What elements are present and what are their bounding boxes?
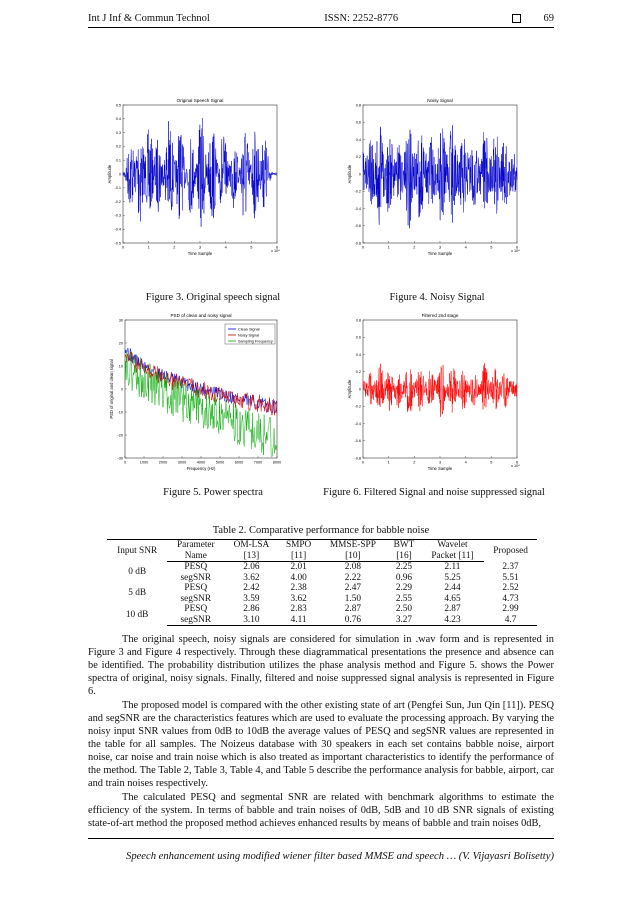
y-tick-label: 0.8: [355, 318, 361, 323]
table-row: [107, 615, 537, 626]
y-tick-label: -0.8: [354, 456, 361, 461]
x-tick-label: 5: [490, 460, 493, 465]
y-tick-label: 0.6: [355, 120, 361, 125]
snr-cell: 5 dB: [128, 588, 147, 599]
x-tick-label: 3000: [177, 460, 187, 465]
checkbox-glyph-icon: [512, 14, 521, 23]
table-cell: 3.59: [243, 593, 260, 604]
x-tick-label: 6: [275, 245, 279, 250]
table-cell: segSNR: [180, 572, 212, 583]
y-tick-label: -30: [117, 456, 123, 461]
x-axis-label: Time Sample: [427, 251, 453, 256]
running-header: [88, 10, 554, 26]
figure-5-power-spectra-plot: [107, 308, 283, 480]
x-tick-label: 0: [361, 460, 365, 465]
table-row: [107, 562, 537, 573]
x-tick-label: 2000: [158, 460, 168, 465]
table-cell: 2.55: [395, 593, 413, 604]
x-tick-label: 5: [490, 245, 493, 250]
y-tick-label: -0.3: [114, 213, 121, 218]
y-tick-label: 0.4: [115, 117, 121, 122]
x-axis-exponent: x 10⁴: [511, 249, 520, 253]
y-axis-label: Amplitude: [347, 379, 352, 399]
col-header-bwt: BWT: [387, 540, 421, 551]
y-tick-label: 0.2: [355, 370, 361, 375]
table-cell: 3.62: [243, 572, 260, 583]
x-tick-label: 1: [147, 245, 150, 250]
y-tick-label: 0.3: [115, 130, 121, 135]
table-cell: 2.47: [344, 583, 362, 593]
col-header-mmse-spp: MMSE-SPP: [319, 540, 387, 551]
y-tick-label: 0: [358, 387, 361, 392]
y-tick-label: 0: [120, 387, 123, 392]
figure-6-filtered-signal-plot: [347, 308, 523, 480]
y-tick-label: -0.8: [354, 241, 361, 246]
x-axis-label: Frequency (Hz): [186, 466, 216, 471]
x-tick-label: 1000: [139, 460, 149, 465]
x-tick-label: 0: [121, 245, 125, 250]
x-tick-label: 3: [438, 245, 442, 250]
page-number: 69: [543, 12, 554, 24]
col-header-omlsa-ref: [13]: [224, 551, 278, 562]
y-tick-label: 0.2: [355, 155, 361, 160]
y-axis-label: Amplitude: [107, 164, 112, 184]
x-tick-label: 1: [387, 460, 390, 465]
y-tick-label: -0.4: [114, 227, 121, 232]
x-tick-label: 6000: [234, 460, 244, 465]
body-text: [88, 633, 554, 831]
table-cell: segSNR: [180, 593, 212, 604]
x-tick-label: 8000: [272, 460, 282, 465]
x-tick-label: 7000: [253, 460, 263, 465]
x-tick-label: 4000: [196, 460, 206, 465]
y-tick-label: -0.2: [114, 199, 121, 204]
figure-4-caption: Figure 4. Noisy Signal: [389, 292, 485, 303]
table-cell: 3.27: [387, 615, 421, 626]
x-axis-exponent: x 10⁴: [511, 464, 520, 468]
table-cell: 3.10: [224, 615, 278, 626]
y-tick-label: 10: [118, 364, 123, 369]
y-tick-label: 0.4: [355, 352, 361, 357]
x-tick-label: 0: [123, 460, 127, 465]
legend-entry: Clean Signal: [238, 327, 260, 332]
snr-cell: 0 dB: [128, 567, 147, 577]
y-tick-label: -0.2: [354, 189, 361, 194]
x-tick-label: 2: [413, 460, 416, 465]
x-tick-label: 2: [413, 245, 416, 250]
table-cell: 4.7: [484, 615, 537, 626]
x-axis-label: Time Sample: [187, 251, 213, 256]
y-tick-label: -0.6: [354, 224, 361, 229]
col-header-wavelet-ref: Packet [11]: [421, 551, 484, 562]
x-tick-label: 5000: [215, 460, 225, 465]
y-tick-label: 0.5: [115, 103, 121, 108]
table-cell: 5.51: [502, 572, 519, 583]
x-tick-label: 2: [173, 245, 176, 250]
fig3-svg: [107, 93, 283, 265]
figure-4-noisy-signal-plot: [347, 93, 523, 265]
table-cell: 4.11: [279, 615, 319, 626]
table-cell: 4.23: [421, 615, 484, 626]
y-tick-label: -0.4: [354, 206, 361, 211]
table-row: [107, 604, 537, 615]
table-cell: 2.44: [444, 583, 461, 593]
x-tick-label: 3: [438, 460, 442, 465]
table-cell: 2.08: [344, 562, 362, 572]
figure-5-caption: Figure 5. Power spectra: [163, 487, 263, 498]
table-cell: 2.87: [444, 604, 461, 614]
legend-entry: Sampling Frequency: [238, 339, 273, 344]
table-cell: segSNR: [167, 615, 224, 626]
col-header-mmse-spp-ref: [10]: [319, 551, 387, 562]
legend-entry: Noisy Signal: [238, 333, 260, 338]
x-tick-label: 4: [464, 245, 467, 250]
table-cell: 4.73: [502, 593, 519, 604]
paragraph: The proposed model is compared with the other existing state of art (Pengfei Sun, Jun Qin [11]). PESQ and segSNR are the characteristics features which are used to evaluate the processing approach. By varying the noisy input SNR values from 0dB to 10dB the average values of PESQ and segSNR values are represented in the table for all samples. The Noizeus database with 30 speakers in each set contains babble noise, airport noise, car noise and train noise which is also treated as important characteristics to identify the performance of the method. The Table 2, Table 3, Table 4, and Table 5 describe the performance analysis for babble, airport, car and train noises respectively.: [88, 700, 554, 789]
y-axis-label: Amplitude: [347, 164, 352, 184]
table-cell: 2.52: [502, 583, 519, 593]
figure-6-caption: Figure 6. Filtered Signal and noise suppressed signal: [323, 487, 545, 498]
col-header-wavelet: Wavelet: [421, 540, 484, 551]
x-tick-label: 6: [515, 245, 519, 250]
table-row: [107, 583, 537, 594]
col-header-smpo: SMPO: [279, 540, 319, 551]
y-tick-label: -0.2: [354, 404, 361, 409]
x-axis-label: Time Sample: [427, 466, 453, 471]
y-tick-label: 0.1: [115, 158, 121, 163]
running-footer: Speech enhancement using modified wiener filter based MMSE and speech … (V. Vijayasri Bolisetty): [126, 851, 554, 862]
header-rule: [88, 27, 554, 28]
y-tick-label: 0.6: [355, 335, 361, 340]
table-cell: 4.65: [444, 593, 461, 604]
figure-3-original-speech-plot: [107, 93, 283, 265]
fig4-svg: [347, 93, 523, 265]
x-tick-label: 3: [198, 245, 202, 250]
table-cell: PESQ: [184, 583, 208, 593]
col-header-parameter: Parameter: [167, 540, 224, 551]
y-tick-label: -10: [117, 410, 123, 415]
y-tick-label: 0: [358, 172, 361, 177]
paragraph: The original speech, noisy signals are considered for simulation in .wav form and is represented in Figure 3 and Figure 4 respectively. Through these diagrammatical presentations the presence and absence can be identified. The probability distribution utilizes the phase analysis method and Figure 5. shows the Power spectra of original, noisy signals. Finally, filtered and noise suppressed signal analysis is represented in Figure 6.: [88, 634, 554, 697]
table-cell: 2.11: [444, 562, 461, 572]
y-tick-label: -0.1: [114, 186, 121, 191]
table-cell: 2.01: [290, 562, 307, 572]
y-tick-label: 0.8: [355, 103, 361, 108]
y-tick-label: 20: [118, 341, 123, 346]
table-cell: 2.42: [243, 583, 260, 593]
table-cell: 1.50: [344, 593, 362, 604]
col-header-parameter-line2: Name: [167, 551, 224, 562]
plot-title: PSD of clean and noisy signal: [170, 313, 232, 318]
fig6-svg: [347, 308, 523, 480]
table-cell: 2.83: [290, 604, 307, 614]
y-tick-label: -20: [117, 433, 123, 438]
x-tick-label: 1: [387, 245, 390, 250]
journal-name: Int J Inf & Commun Technol: [88, 12, 210, 24]
issn: ISSN: 2252-8776: [324, 12, 399, 24]
y-tick-label: -0.6: [354, 439, 361, 444]
x-tick-label: 4: [224, 245, 227, 250]
y-tick-label: 30: [118, 318, 123, 323]
fig5-svg: [107, 308, 283, 480]
table-cell: 2.87: [344, 604, 362, 614]
y-tick-label: 0: [118, 172, 121, 177]
paragraph: The calculated PESQ and segmental SNR are related with benchmark algorithms to estimate the efficiency of the system. In terms of babble and train noises of 0dB, 5dB and 10 dB SNR signals of existing state-of-art method the proposed method achieves enhanced results by means of babble and train noises 0dB,: [88, 792, 554, 829]
col-header-smpo-ref: [11]: [279, 551, 319, 562]
y-tick-label: -0.4: [354, 421, 361, 426]
table-cell: 4.00: [290, 572, 307, 583]
table-cell: 2.06: [243, 562, 260, 572]
x-tick-label: 4: [464, 460, 467, 465]
col-header-proposed: Proposed: [484, 540, 537, 562]
table-cell: PESQ: [184, 604, 208, 614]
table-cell: 2.50: [395, 604, 413, 614]
table-cell: 3.62: [290, 593, 307, 604]
x-tick-label: 5: [250, 245, 253, 250]
y-tick-label: 0.4: [355, 137, 361, 142]
table-cell: PESQ: [184, 562, 208, 572]
table-cell: 5.25: [444, 572, 461, 583]
col-header-input-snr: Input SNR: [107, 540, 167, 562]
x-tick-label: 0: [361, 245, 365, 250]
x-axis-exponent: x 10⁴: [271, 249, 280, 253]
table-cell: 2.37: [502, 561, 519, 572]
col-header-omlsa: OM-LSA: [224, 540, 278, 551]
y-tick-label: -0.5: [114, 241, 121, 246]
plot-title: Filtered 2nd stage: [421, 313, 459, 318]
table-2-comparative-performance: [107, 539, 537, 626]
snr-cell: 10 dB: [125, 609, 149, 620]
x-tick-label: 6: [515, 460, 519, 465]
plot-title: Noisy Signal: [427, 98, 453, 103]
figure-3-caption: Figure 3. Original speech signal: [145, 292, 281, 303]
table-cell: 0.96: [395, 572, 413, 583]
table-row: [107, 594, 537, 605]
y-axis-label: PSD of original and clean signal: [109, 359, 114, 419]
plot-title: Original Speech Signal: [176, 98, 224, 103]
table-row: [107, 573, 537, 584]
table-cell: 2.22: [344, 572, 362, 583]
table-cell: 2.25: [395, 562, 413, 572]
table-cell: 2.38: [290, 583, 307, 593]
table-cell: 2.99: [502, 604, 519, 614]
table-cell: 2.86: [243, 604, 260, 614]
col-header-bwt-ref: [16]: [387, 551, 421, 562]
table-cell: 0.76: [319, 615, 387, 626]
table-cell: 2.29: [395, 583, 413, 593]
footer-rule: [88, 838, 554, 839]
y-tick-label: 0.2: [115, 144, 121, 149]
table-2-caption: Table 2. Comparative performance for babble noise: [212, 525, 430, 536]
